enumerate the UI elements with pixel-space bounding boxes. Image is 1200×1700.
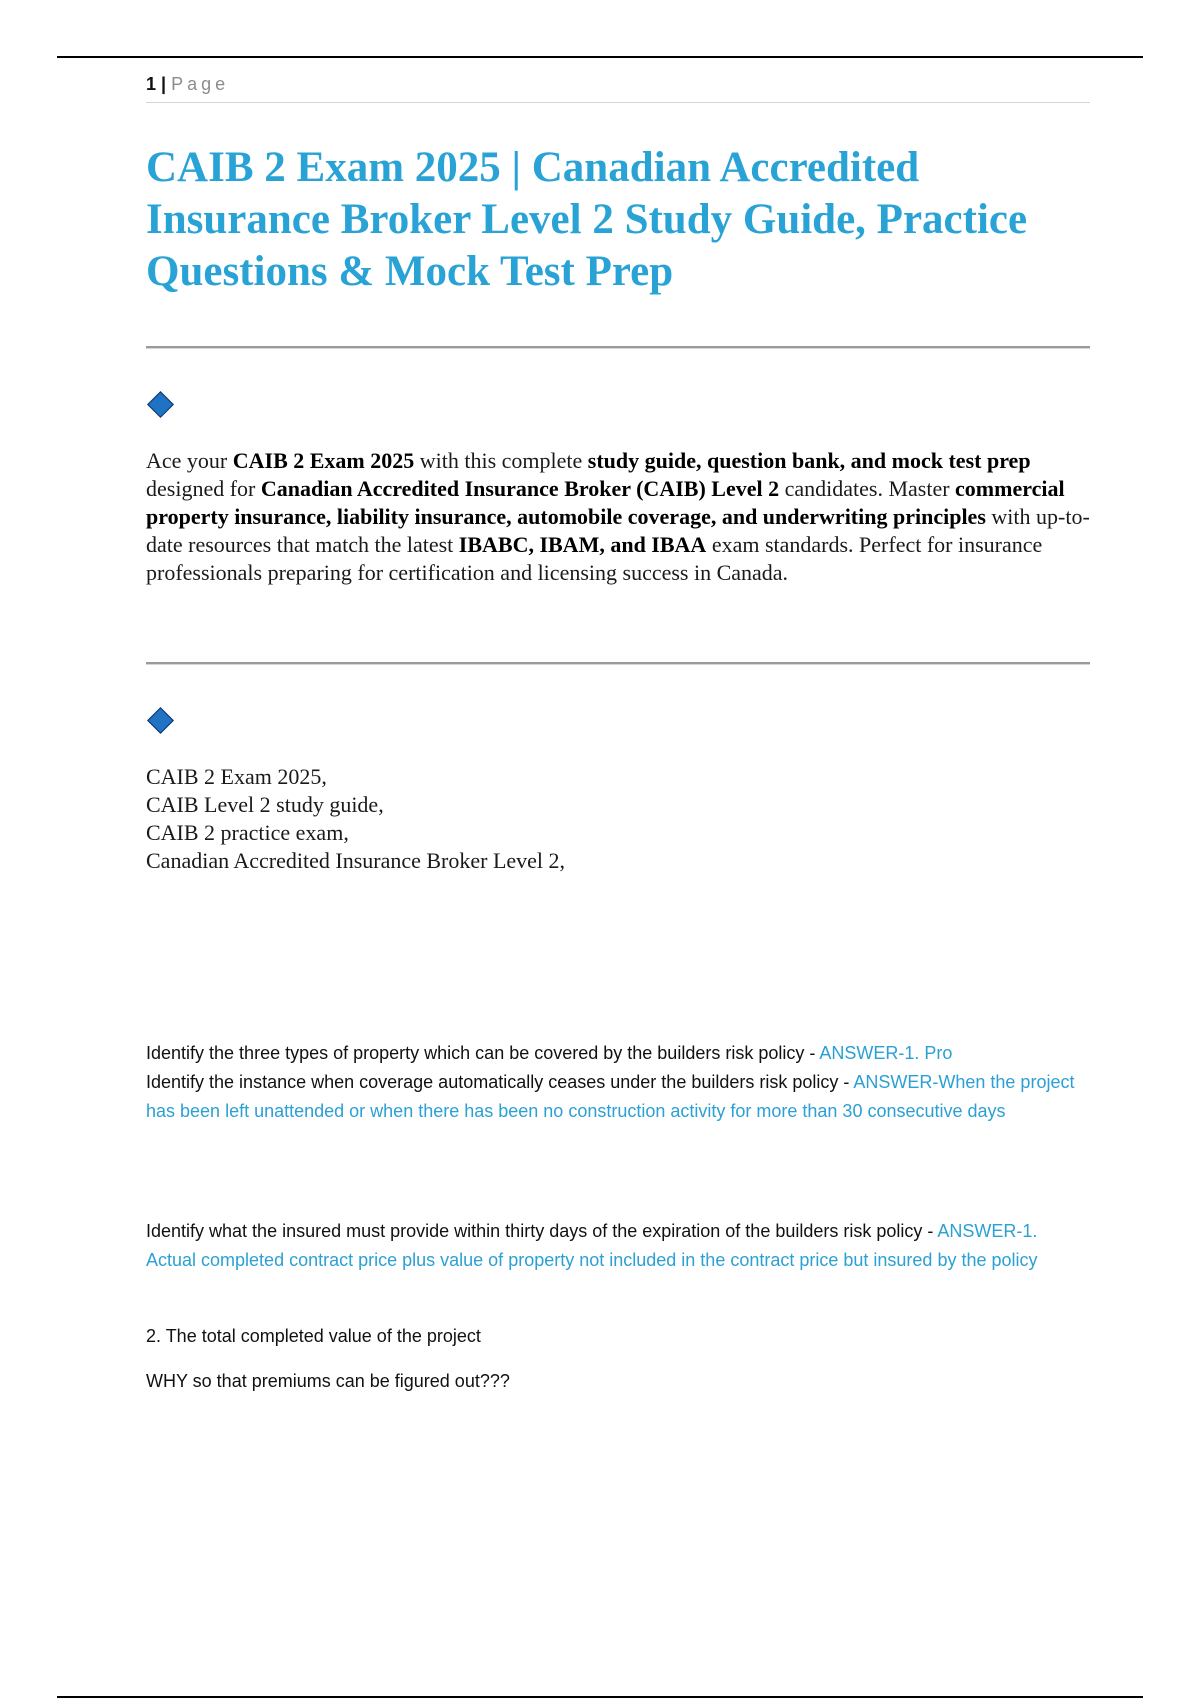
page-header [146,74,1090,103]
intro-bold: IBABC, IBAM, and IBAA [458,532,707,557]
section-divider [146,346,1090,349]
answer-continuation: 2. The total completed value of the project [146,1326,481,1346]
intro-bold: Canadian Accredited Insurance Broker (CAIB) Level 2 [260,476,780,501]
intro-bold: CAIB 2 Exam 2025 [232,448,415,473]
top-page-rule [57,56,1143,58]
qa-answer: ANSWER-When the project has been left unattended or when there has been no construction activity for more than 30 consecutive days [146,1072,1075,1121]
keyword-item: CAIB 2 Exam 2025, [146,764,327,789]
intro-text: candidates. Master [779,476,956,501]
qa-item [146,1068,1090,1126]
page-number: 1 [146,74,157,94]
intro-text: exam standards. Perfect for insurance professionals preparing for certification and licensing success in Canada. [146,532,1043,585]
note-line: WHY so that premiums can be figured out??? [146,1371,510,1391]
intro-text: Ace your [146,448,233,473]
intro-text: with this complete [414,448,588,473]
diamond-bullet-icon [147,707,174,734]
intro-text: designed for [146,476,261,501]
keyword-item: CAIB Level 2 study guide, [146,792,384,817]
qa-question: Identify the three types of property which can be covered by the builders risk policy - [146,1043,820,1063]
qa-answer: ANSWER-1. Pro [819,1043,953,1063]
qa-answer: ANSWER-1. Actual completed contract price plus value of property not included in the contract price but insured by the policy [146,1221,1038,1270]
section-divider [146,662,1090,665]
qa-item [146,1217,1090,1275]
keyword-item: Canadian Accredited Insurance Broker Level 2, [146,848,566,873]
keyword-item: CAIB 2 practice exam, [146,820,349,845]
page-word: Page [171,74,230,94]
qa-question: Identify what the insured must provide within thirty days of the expiration of the builders risk policy - [146,1221,938,1241]
document-title: CAIB 2 Exam 2025 | Canadian Accredited Insurance Broker Level 2 Study Guide, Practice Questions & Mock Test Prep [146,144,1028,295]
intro-paragraph [146,447,1090,587]
intro-bold: commercial property insurance, liability insurance, automobile coverage, and underwriting principles [146,476,1065,529]
qa-item [146,1039,1090,1068]
qa-question: Identify the instance when coverage automatically ceases under the builders risk policy - [146,1072,854,1092]
diamond-bullet-icon [147,391,174,418]
keyword-list [146,763,1090,875]
bottom-page-rule [57,1696,1143,1698]
intro-bold: study guide, question bank, and mock test prep [587,448,1031,473]
intro-text: with up-to-date resources that match the latest [146,504,1090,557]
page-separator: | [161,74,167,94]
